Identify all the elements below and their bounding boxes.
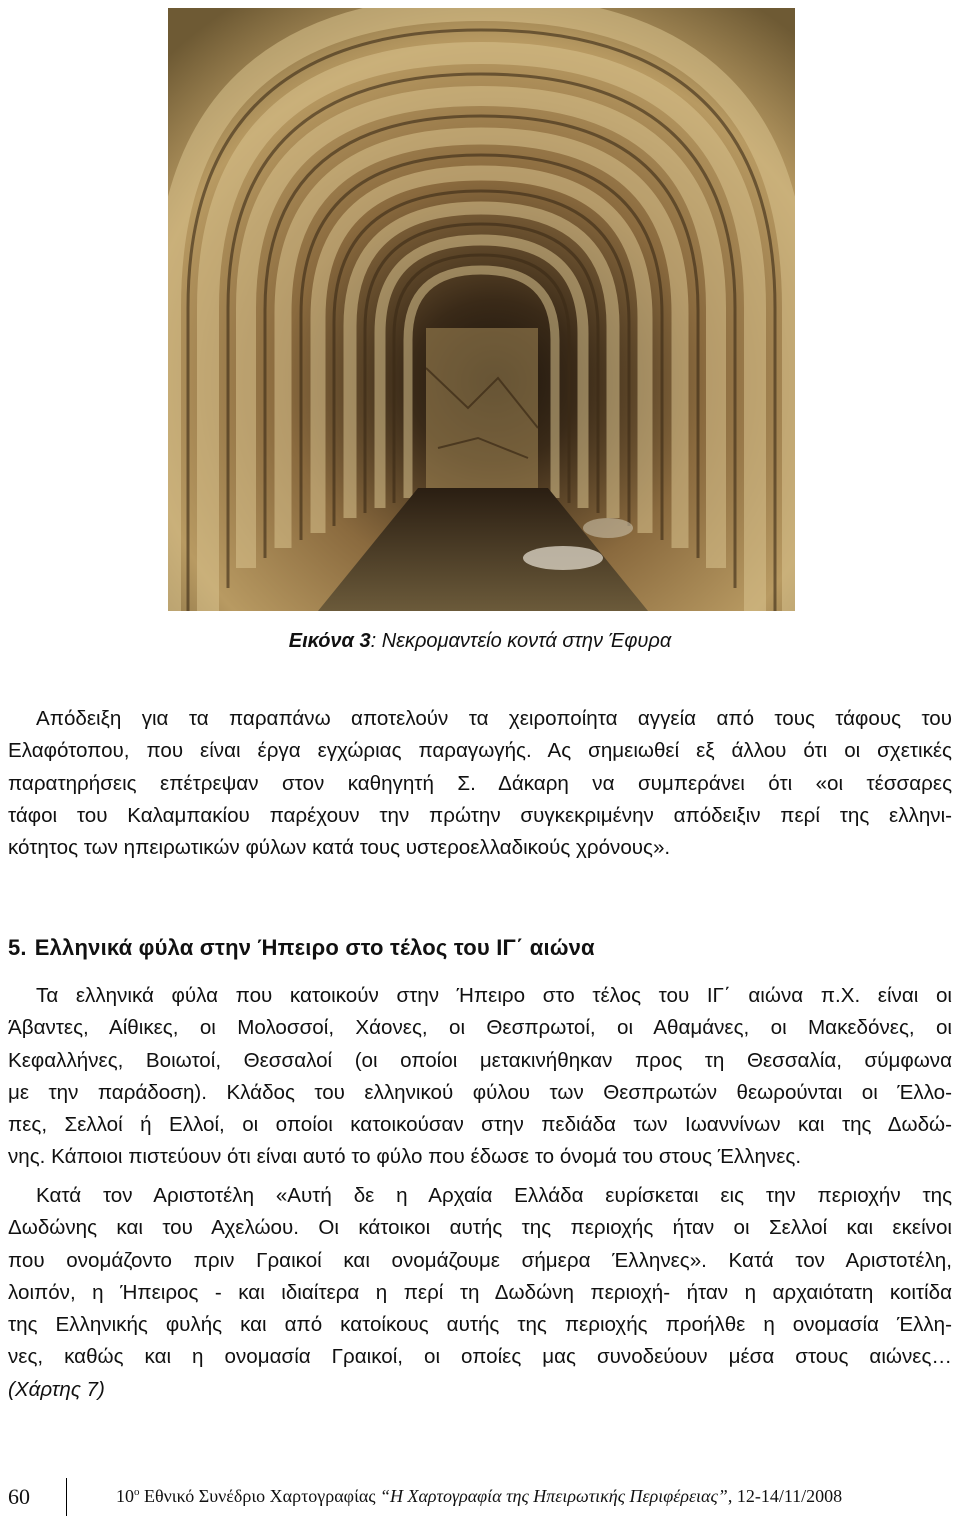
footer-ordinal: 10 [116, 1486, 134, 1506]
paragraph-pottery-evidence [8, 703, 952, 864]
paragraph-line: Κεφαλλήνες, Βοιωτοί, Θεσσαλοί (οι οποίοι μετακινήθηκαν προς τη Θεσσαλία, σύμφωνα [8, 1048, 952, 1072]
paragraph-line: Απόδειξη για τα παραπάνω αποτελούν τα χειροποίητα αγγεία από τους τάφους του [36, 707, 952, 730]
vaulted-tunnel-image [168, 8, 795, 611]
footer-conference-name: Εθνικό Συνέδριο Χαρτογραφίας [139, 1486, 380, 1506]
paragraph-line: νης. Κάποιοι πιστεύουν ότι είναι αυτό το φύλο που έδωσε το όνομά του στους Έλληνες. [8, 1145, 802, 1169]
paragraph-line: Δωδώνης και του Αχελώου. Οι κάτοικοι αυτής της περιοχής ήταν οι Σελλοί και εκείνοι [8, 1216, 952, 1240]
section-heading [8, 928, 595, 968]
figure-caption [0, 627, 960, 655]
paragraph-line: λοιπόν, η Ήπειρος - και ιδιαίτερα η περί τη Δωδώνη περιοχή- ήταν η αρχαιότατη κοιτίδα [8, 1280, 952, 1304]
paragraph-line: παρατηρήσεις επέτρεψαν στον καθηγητή Σ. Δάκαρη να συμπεράνει ότι «οι τέσσαρες [8, 771, 952, 795]
paragraph-line: κότητος των ηπειρωτικών φύλων κατά τους υστεροελλαδικούς χρόνους». [8, 836, 671, 860]
section-number: 5. [8, 935, 27, 960]
footer-conference [116, 1486, 842, 1507]
paragraph-greek-tribes [8, 980, 952, 1174]
paragraph-line: Ελαφότοπου, που είναι έργα εγχώριας παραγωγής. Ας σημειωθεί εξ άλλου ότι οι σχετικές [8, 739, 952, 763]
footer-dates: , 12-14/11/2008 [727, 1486, 843, 1506]
caption-label: Εικόνα 3 [288, 630, 371, 652]
footer-ordinal-sup: ο [134, 1486, 140, 1498]
page-number: 60 [8, 1484, 30, 1509]
paragraph-line: τάφοι του Καλαμπακίου παρέχουν την πρώτην συγκεκριμένην απόδειξιν περί της ελληνι- [8, 803, 952, 827]
map-reference: (Χάρτης 7) [8, 1377, 105, 1401]
section-title: Ελληνικά φύλα στην Ήπειρο στο τέλος του ΙΓ΄ αιώνα [34, 935, 595, 960]
paragraph-line: Τα ελληνικά φύλα που κατοικούν στην Ήπειρο στο τέλος του ΙΓ΄ αιώνα π.Χ. είναι οι [36, 984, 952, 1007]
paragraph-line: της Ελληνικής φυλής και από κατοίκους αυτής της περιοχής προήλθε η ονομασία Έλλη- [8, 1313, 952, 1337]
paragraph-aristotle [8, 1180, 952, 1406]
footer-divider [66, 1478, 67, 1516]
paragraph-line: με την παράδοση). Κλάδος του ελληνικού φύλου των Θεσπρωτών θεωρούνται οι Έλλο- [8, 1080, 952, 1104]
caption-text: : Νεκρομαντείο κοντά στην Έφυρα [370, 630, 672, 652]
necromanteion-photo [168, 8, 795, 611]
paragraph-line: νες, καθώς και η ονομασία Γραικοί, οι οποίες μας συνοδεύουν μέσα στους αιώνες… [8, 1345, 952, 1369]
paragraph-line: πες, Σελλοί ή Ελλοί, οι οποίοι κατοικούσαν στην πεδιάδα των Ιωαννίνων και της Δωδώ- [8, 1113, 952, 1137]
paragraph-line: Άβαντες, Αίθικες, οι Μολοσσοί, Χάονες, οι Θεσπρωτοί, οι Αθαμάνες, οι Μακεδόνες, οι [8, 1016, 952, 1040]
footer-theme: “Η Χαρτογραφία της Ηπειρωτικής Περιφέρειας” [379, 1486, 728, 1506]
paragraph-line: που ονομάζοντο πριν Γραικοί και ονομάζουμε σήμερα Έλληνες». Κατά τον Αριστοτέλη, [8, 1248, 952, 1272]
paragraph-line: Κατά τον Αριστοτέλη «Αυτή δε η Αρχαία Ελλάδα ευρίσκεται εις την περιοχήν της [36, 1184, 952, 1207]
